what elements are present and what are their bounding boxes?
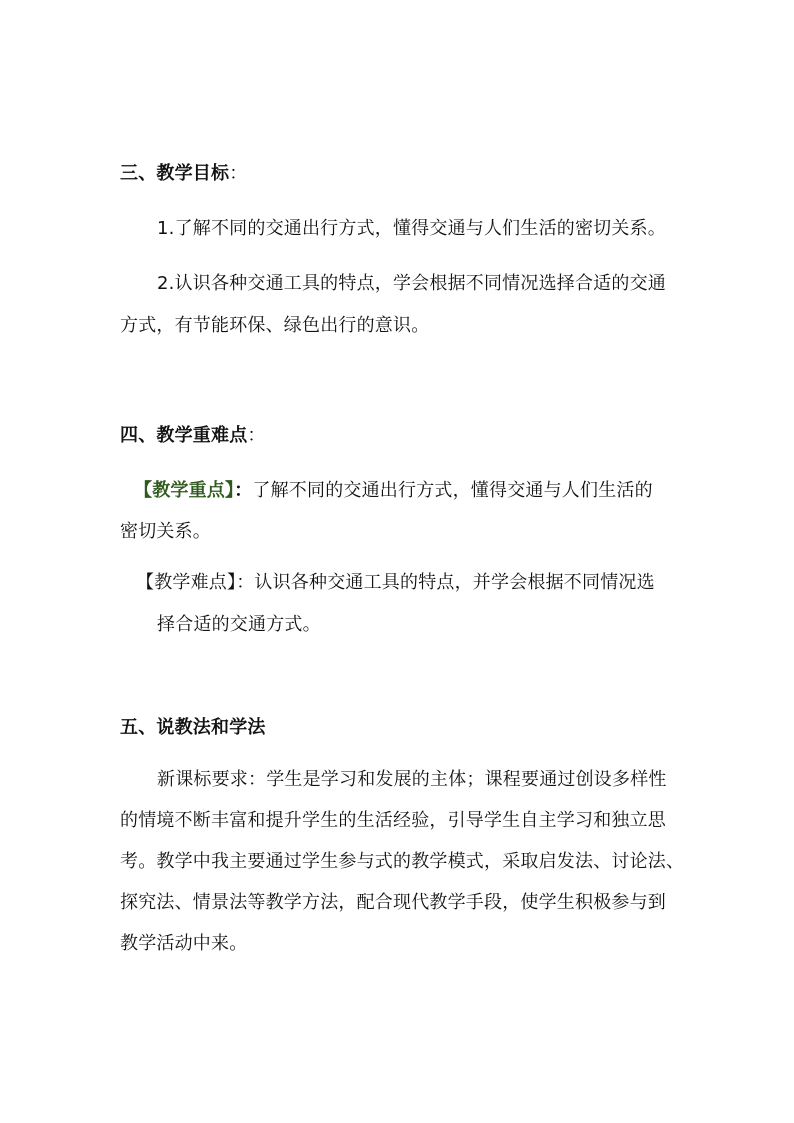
section-3-heading (120, 162, 247, 186)
difficult-point-line-1 (136, 571, 655, 595)
method-para-line-4: 探究法、情景法等教学方法，配合现代教学手段，使学生积极参与到 (120, 892, 666, 913)
difficult-point-line-2: 择合适的交通方式。 (157, 614, 321, 635)
key-point-colon: ： (234, 480, 253, 501)
method-para-line-1: 新课标要求：学生是学习和发展的主体；课程要通过创设多样性 (157, 769, 667, 790)
method-para-line-5: 教学活动中来。 (120, 933, 248, 954)
key-point-line-2: 密切关系。 (120, 521, 211, 542)
difficult-point-label: 【教学难点】 (136, 572, 237, 593)
method-para-line-2: 的情境不断丰富和提升学生的生活经验，引导学生自主学习和独立思 (120, 810, 666, 831)
section-5-heading: 五、说教法和学法 (120, 717, 266, 738)
section-3-heading-colon: ： (229, 163, 248, 184)
method-para-line-3: 考。教学中我主要通过学生参与式的教学模式，采取启发法、讨论法、 (120, 851, 685, 872)
section-3-heading-text: 三、教学目标 (120, 163, 230, 184)
section-4-heading-colon: ： (247, 425, 266, 446)
difficult-point-colon: ： (236, 572, 255, 593)
difficult-point-text: 认识各种交通工具的特点，并学会根据不同情况选 (254, 572, 655, 593)
section-4-heading (120, 424, 266, 448)
key-point-label: 【教学重点】 (134, 480, 235, 501)
key-point-line-1 (134, 479, 653, 503)
section-4-heading-text: 四、教学重难点 (120, 425, 248, 446)
goal-1: 1.了解不同的交通出行方式，懂得交通与人们生活的密切关系。 (157, 218, 666, 239)
key-point-text: 了解不同的交通出行方式，懂得交通与人们生活的 (252, 480, 653, 501)
goal-2-line-1: 2.认识各种交通工具的特点，学会根据不同情况选择合适的交通 (157, 273, 666, 294)
goal-2-line-2: 方式，有节能环保、绿色出行的意识。 (120, 315, 430, 336)
